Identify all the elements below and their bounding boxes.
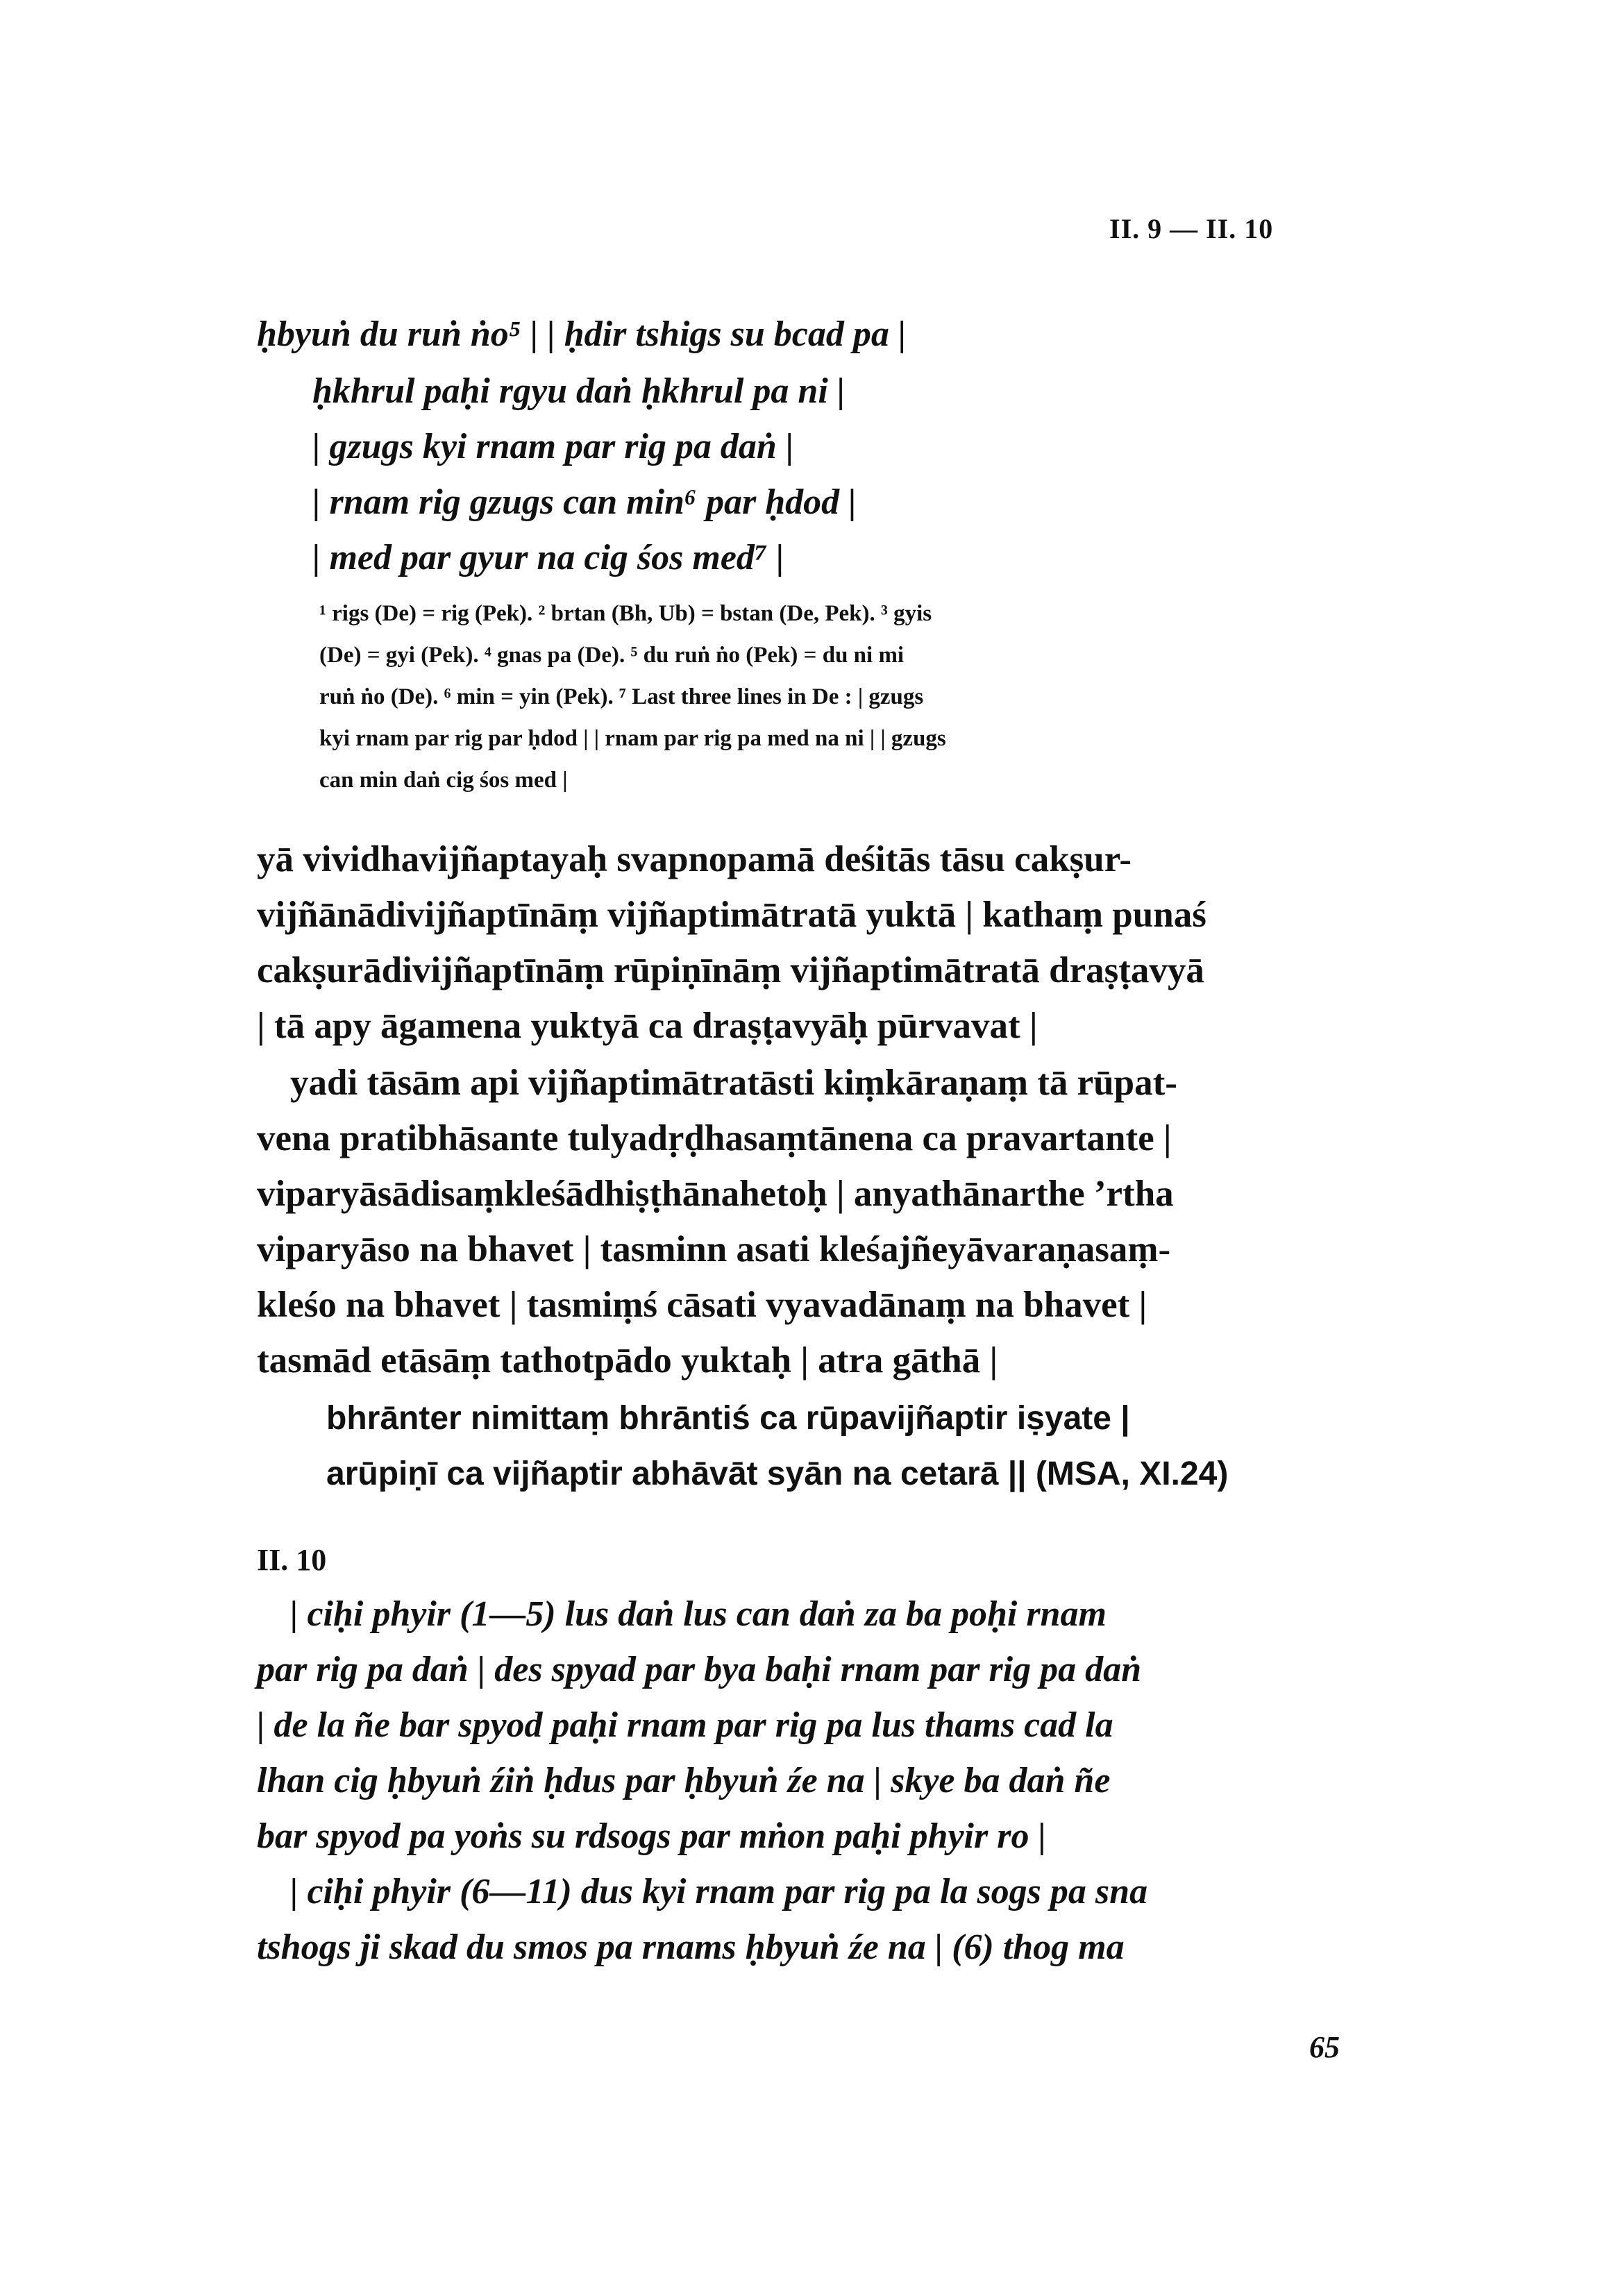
sanskrit-line: vijñānādivijñaptīnāṃ vijñaptimātratā yuktā | kathaṃ punaś [257,895,1206,935]
sanskrit-line: yadi tāsām api vijñaptimātratāsti kiṃkāraṇaṃ tā rūpat- [290,1063,1177,1103]
verse-line: | med par gyur na cig śos med⁷ | [312,538,784,577]
sanskrit-line: viparyāso na bhavet | tasminn asati kleśajñeyāvaraṇasaṃ- [257,1229,1171,1269]
sanskrit-verse-line: arūpiṇī ca vijñaptir abhāvāt syān na cetarā || (MSA, XI.24) [326,1455,1229,1492]
sanskrit-line: | tā apy āgamena yuktyā ca draṣṭavyāḥ pūrvavat | [257,1006,1038,1046]
sanskrit-line: viparyāsādisaṃkleśādhiṣṭhānahetoḥ | anyathānarthe ’rtha [257,1174,1174,1214]
section-heading: II. 10 [257,1543,327,1577]
sanskrit-verse-line: bhrānter nimittaṃ bhrāntiś ca rūpavijñaptir iṣyate | [326,1400,1130,1437]
footnote-line: can min daṅ cig śos med | [319,768,568,793]
tibetan-line: par rig pa daṅ | des spyad par bya baḥi rnam par rig pa daṅ [257,1650,1142,1689]
sanskrit-line: kleśo na bhavet | tasmiṃś cāsati vyavadānaṃ na bhavet | [257,1285,1147,1325]
sanskrit-line: vena pratibhāsante tulyadṛḍhasaṃtānena ca pravartante | [257,1118,1172,1158]
verse-line: ḥbyuṅ du ruṅ ṅo⁵ | | ḥdir tshigs su bcad pa | [257,314,907,354]
footnote-line: kyi rnam par rig par ḥdod | | rnam par rig pa med na ni | | gzugs [319,726,946,751]
running-head: II. 9 — II. 10 [1109,213,1274,244]
tibetan-line: bar spyod pa yoṅs su rdsogs par mṅon paḥi phyir ro | [257,1816,1046,1856]
footnote-line: ¹ rigs (De) = rig (Pek). ² brtan (Bh, Ub) = bstan (De, Pek). ³ gyis [319,601,932,626]
tibetan-line: | de la ñe bar spyod paḥi rnam par rig pa lus thams cad la [257,1705,1113,1745]
footnote-line: ruṅ ṅo (De). ⁶ min = yin (Pek). ⁷ Last three lines in De : | gzugs [319,684,924,709]
sanskrit-line: tasmād etāsāṃ tathotpādo yuktaḥ | atra gāthā | [257,1340,998,1381]
tibetan-line: | ciḥi phyir (1—5) lus daṅ lus can daṅ za ba poḥi rnam [290,1594,1107,1634]
sanskrit-line: cakṣurādivijñaptīnāṃ rūpiṇīnāṃ vijñaptimātratā draṣṭavyā [257,950,1204,990]
verse-line: ḥkhrul paḥi rgyu daṅ ḥkhrul pa ni | [312,371,846,411]
footnote-line: (De) = gyi (Pek). ⁴ gnas pa (De). ⁵ du ruṅ ṅo (Pek) = du ni mi [319,643,905,668]
verse-line: | gzugs kyi rnam par rig pa daṅ | [312,427,794,466]
tibetan-line: | ciḥi phyir (6—11) dus kyi rnam par rig pa la sogs pa sna [290,1872,1148,1911]
tibetan-line: lhan cig ḥbyuṅ źiṅ ḥdus par ḥbyuṅ źe na | skye ba daṅ ñe [257,1761,1111,1800]
tibetan-line: tshogs ji skad du smos pa rnams ḥbyuṅ źe na | (6) thog ma [257,1927,1125,1967]
verse-line: | rnam rig gzugs can min⁶ par ḥdod | [312,482,857,522]
sanskrit-line: yā vividhavijñaptayaḥ svapnopamā deśitās tāsu cakṣur- [257,839,1132,879]
page-number: 65 [1309,2030,1340,2064]
